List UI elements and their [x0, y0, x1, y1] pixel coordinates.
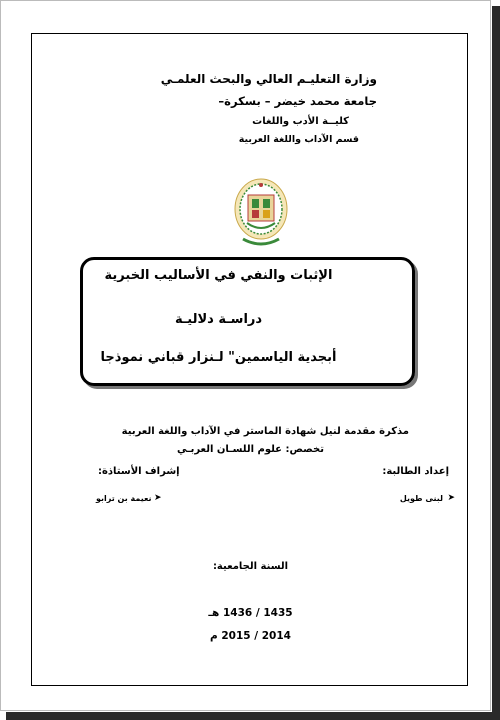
university-text: جامعة محمد خيضر – بسكرة–	[218, 94, 377, 108]
page-shadow-bottom	[6, 712, 500, 720]
hijri-year: 1435 / 1436 هـ	[208, 607, 293, 619]
faculty-text: كليــة الأدب واللغات	[252, 116, 349, 127]
student-name: لبنى طويل	[399, 494, 443, 503]
arrow-right-icon: ➤	[154, 493, 162, 503]
department-text: قسم الآداب واللغة العربية	[238, 134, 359, 145]
memo-description: مذكرة مقدمة لنيل شهادة الماستر في الآداب واللغة العربية	[121, 426, 409, 437]
thesis-title-line3: أبجدية الياسمين" لـنزار قباني نموذجا	[100, 350, 337, 365]
supervision-label: إشراف الأستاذة:	[98, 466, 180, 477]
ministry-text: وزارة التعليـم العالي والبحث العلمـي	[160, 72, 377, 86]
thesis-title-line1: الإثبات والنفي في الأساليب الخبرية	[104, 268, 333, 283]
gregorian-year: 2014 / 2015 م	[210, 630, 291, 642]
university-seal-icon	[233, 177, 289, 253]
thesis-title-line2: دراسـة دلاليـة	[174, 312, 263, 327]
academic-year-label: السنة الجامعية:	[212, 561, 289, 572]
cover-frame	[31, 33, 468, 686]
prepared-by-label: إعداد الطالبة:	[382, 466, 449, 477]
page-shadow-right	[492, 6, 500, 720]
supervisor-name: نعيمة بن ترابو	[96, 494, 152, 503]
arrow-right-icon: ➤	[447, 493, 455, 503]
specialization-text: تخصص: علوم اللسـان العربـي	[177, 444, 324, 455]
